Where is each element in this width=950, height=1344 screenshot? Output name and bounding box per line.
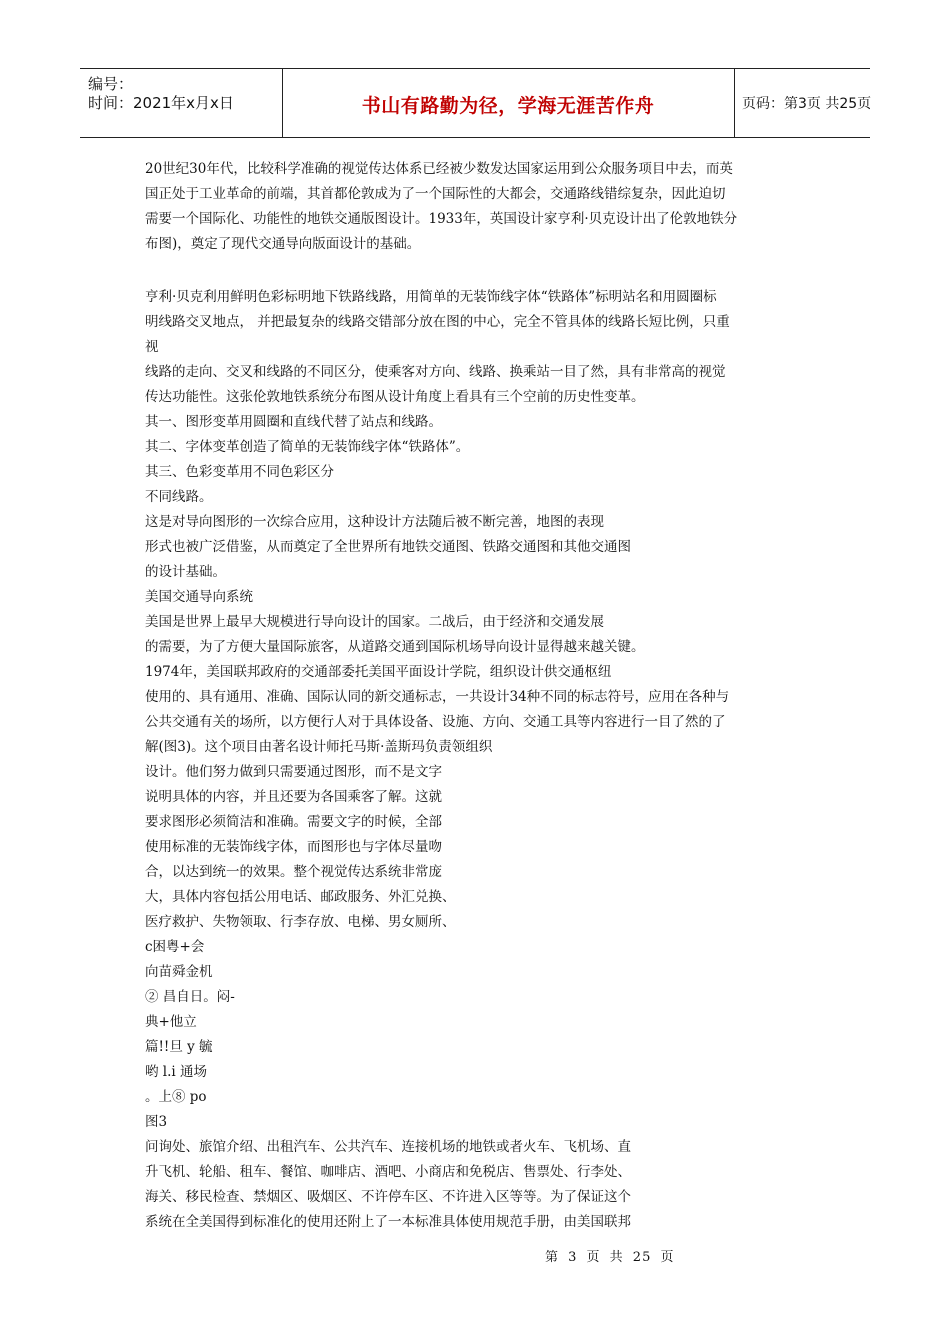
text-line: 系统在全美国得到标准化的使用还附上了一本标准具体使用规范手册，由美国联邦: [145, 1214, 631, 1230]
page-footer: 第 3 页 共 25 页: [545, 1250, 675, 1265]
text-line: 需要一个国际化、功能性的地铁交通版图设计。1933年，英国设计家亨利·贝克设计出了伦敦地铁分: [145, 211, 738, 227]
paragraph-gap: [145, 257, 813, 285]
text-line: 大，具体内容包括公用电话、邮政服务、外汇兑换、: [145, 889, 456, 905]
paragraph: [145, 157, 813, 257]
text-line: 国正处于工业革命的前端，其首都伦敦成为了一个国际性的大都会，交通路线错综复杂，因此迫切: [145, 186, 726, 202]
text-line: 合，以达到统一的效果。整个视觉传达系统非常庞: [145, 864, 442, 880]
text-line: 问询处、旅馆介绍、出租汽车、公共汽车、连接机场的地铁或者火车、飞机场、直: [145, 1139, 631, 1155]
text-line: 不同线路。: [145, 489, 213, 505]
page-counter: 页码：第3页 共25页: [742, 96, 872, 112]
text-line: 20世纪30年代，比较科学准确的视觉传达体系已经被少数发达国家运用到公众服务项目中去，而英: [145, 161, 733, 177]
time-label: 时间：2021年x月x日: [88, 94, 234, 112]
text-line: 其一、图形变革用圆圈和直线代替了站点和线路。: [145, 414, 442, 430]
text-line: 形式也被广泛借鉴，从而奠定了全世界所有地铁交通图、铁路交通图和其他交通图: [145, 539, 631, 555]
text-line: c困粤+会: [145, 939, 205, 955]
text-line: 图3: [145, 1114, 168, 1130]
header-motto-cell: [282, 69, 735, 137]
number-label: 编号：: [88, 75, 134, 93]
text-line: 使用标准的无装饰线字体，而图形也与字体尽量吻: [145, 839, 442, 855]
header-info-cell: [80, 69, 283, 137]
text-line: 线路的走向、交叉和线路的不同区分，使乘客对方向、线路、换乘站一目了然，具有非常高的视觉: [145, 364, 726, 380]
text-line: 明线路交叉地点， 并把最复杂的线路交错部分放在图的中心，完全不管具体的线路长短比例，只重: [145, 314, 730, 330]
text-line: 其二、字体变革创造了简单的无装饰线字体“铁路体”。: [145, 439, 470, 455]
text-line: 传达功能性。这张伦敦地铁系统分布图从设计角度上看具有三个空前的历史性变革。: [145, 389, 645, 405]
text-line: 1974年，美国联邦政府的交通部委托美国平面设计学院，组织设计供交通枢纽: [145, 664, 612, 680]
text-line: 美国交通导向系统: [145, 589, 253, 605]
text-line: 要求图形必须简洁和准确。需要文字的时候，全部: [145, 814, 442, 830]
header-page-cell: [734, 69, 870, 137]
text-line: 使用的、具有通用、准确、国际认同的新交通标志，一共设计34种不同的标志符号，应用在各种与: [145, 689, 730, 705]
text-line: 布图)，奠定了现代交通导向版面设计的基础。: [145, 236, 421, 252]
text-line: 篇!!旦 y 毓: [145, 1039, 213, 1055]
text-line: 亨利·贝克利用鲜明色彩标明地下铁路线路，用简单的无装饰线字体“铁路体”标明站名和用圆圈标: [145, 289, 717, 305]
text-line: 。上⑧ po: [145, 1089, 207, 1105]
text-line: 医疗救护、失物领取、行李存放、电梯、男女厕所、: [145, 914, 456, 930]
text-line: 其三、色彩变革用不同色彩区分: [145, 464, 334, 480]
page-header: [80, 68, 870, 138]
text-line: 解(图3)。这个项目由著名设计师托马斯·盖斯玛负责领组织: [145, 739, 493, 755]
text-line: 的设计基础。: [145, 564, 226, 580]
motto: 书山有路勤为径，学海无涯苦作舟: [361, 95, 655, 117]
text-line: 升飞机、轮船、租车、餐馆、咖啡店、酒吧、小商店和免税店、售票处、行李处、: [145, 1164, 631, 1180]
text-line: 向苗舜金机: [145, 964, 213, 980]
text-line: 美国是世界上最早大规模进行导向设计的国家。二战后，由于经济和交通发展: [145, 614, 604, 630]
text-line: ② 昌自日。闷-: [145, 989, 235, 1005]
text-line: 公共交通有关的场所，以方便行人对于具体设备、设施、方向、交通工具等内容进行一目了然的了: [145, 714, 726, 730]
text-line: 海关、移民检查、禁烟区、吸烟区、不许停车区、不许进入区等等。为了保证这个: [145, 1189, 631, 1205]
text-line: 这是对导向图形的一次综合应用，这种设计方法随后被不断完善，地图的表现: [145, 514, 604, 530]
text-line: 说明具体的内容，并且还要为各国乘客了解。这就: [145, 789, 442, 805]
text-line: 哟 l.i 通场: [145, 1064, 208, 1080]
document-body: [145, 157, 813, 1235]
text-line: 典+他立: [145, 1014, 197, 1030]
text-line: 视: [145, 339, 159, 355]
text-line: 的需要，为了方便大量国际旅客，从道路交通到国际机场导向设计显得越来越关键。: [145, 639, 645, 655]
paragraph: [145, 285, 813, 1235]
text-line: 设计。他们努力做到只需要通过图形，而不是文字: [145, 764, 442, 780]
